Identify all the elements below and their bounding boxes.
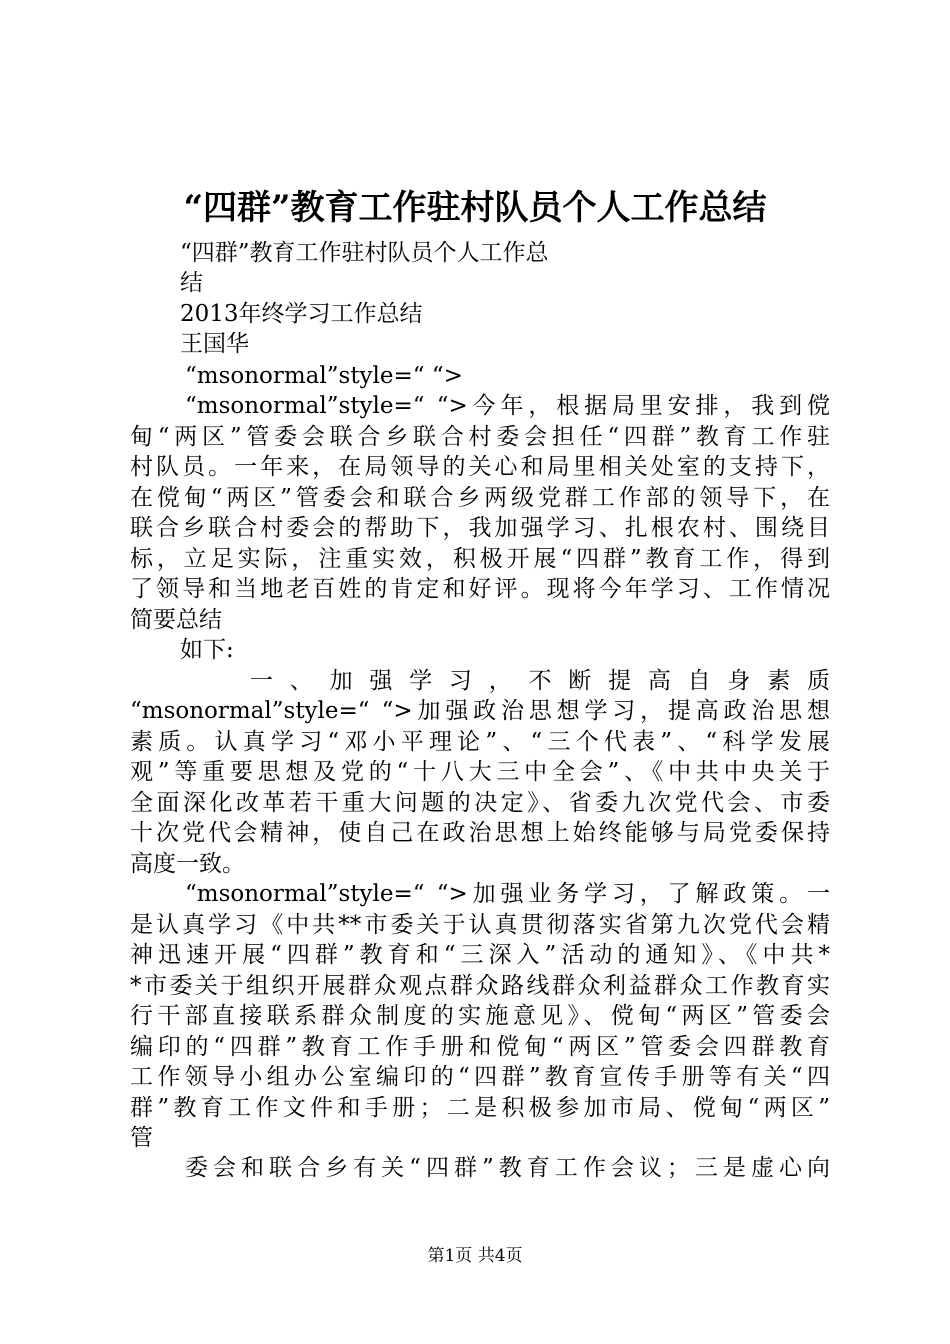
text-line: 简要总结 xyxy=(130,607,222,633)
section-heading: 一、加强学习，不断提高自身素质 xyxy=(250,668,830,694)
text-line: 甸“两区”管委会联合乡联合村委会担任“四群”教育工作驻 xyxy=(130,424,830,450)
text-line: 编印的“四群”教育工作手册和傥甸“两区”管委会四群教育 xyxy=(130,1034,830,1060)
text-line: 群”教育工作文件和手册；二是积极参加市局、傥甸“两区” xyxy=(130,1095,830,1121)
text-line: 管 xyxy=(130,1125,153,1151)
document-title: “四群”教育工作驻村队员个人工作总结 xyxy=(183,188,767,228)
text-line: 神迅速开展“四群”教育和“三深入”活动的通知》、《中共* xyxy=(130,942,830,968)
text-line: “msonormal”style=“ “>今年，根据局里安排，我到傥 xyxy=(185,393,830,419)
text-line: “msonormal”style=“ “> xyxy=(185,363,463,389)
text-line: 观”等重要思想及党的“十八大三中全会”、《中共中央关于 xyxy=(130,759,830,785)
text-line: “msonormal”style=“ “>加强业务学习，了解政策。一 xyxy=(185,881,830,907)
text-line: 行干部直接联系群众制度的实施意见》、傥甸“两区”管委会 xyxy=(130,1003,830,1029)
text-line: 2013年终学习工作总结 xyxy=(180,301,423,327)
text-line: 十次党代会精神，使自己在政治思想上始终能够与局党委保持 xyxy=(130,820,830,846)
text-line: 王国华 xyxy=(180,331,249,357)
text-line: 高度一致。 xyxy=(130,851,245,877)
text-line: 了领导和当地老百姓的肯定和好评。现将今年学习、工作情况 xyxy=(130,576,830,602)
text-line: 结 xyxy=(180,270,203,296)
text-line: *市委关于组织开展群众观点群众路线群众利益群众工作教育实 xyxy=(130,973,830,999)
text-line: 联合乡联合村委会的帮助下，我加强学习、扎根农村、围绕目 xyxy=(130,515,830,541)
text-line: 全面深化改革若干重大问题的决定》、省委九次党代会、市委 xyxy=(130,790,830,816)
text-line: 标，立足实际，注重实效，积极开展“四群”教育工作，得到 xyxy=(130,546,830,572)
text-line: 委会和联合乡有关“四群”教育工作会议；三是虚心向 xyxy=(185,1155,830,1181)
text-line: 素质。认真学习“邓小平理论”、“三个代表”、“科学发展 xyxy=(130,729,830,755)
text-line: 是认真学习《中共**市委关于认真贯彻落实省第九次党代会精 xyxy=(130,912,830,938)
text-line: “四群”教育工作驻村队员个人工作总 xyxy=(180,240,549,266)
text-line: 工作领导小组办公室编印的“四群”教育宣传手册等有关“四 xyxy=(130,1064,830,1090)
text-line: 在傥甸“两区”管委会和联合乡两级党群工作部的领导下，在 xyxy=(130,485,830,511)
text-line: 如下: xyxy=(180,637,234,663)
text-line: 村队员。一年来，在局领导的关心和局里相关处室的支持下， xyxy=(130,454,830,480)
page-footer: 第1页 共4页 xyxy=(427,1246,523,1266)
text-line: “msonormal”style=“ “>加强政治思想学习，提高政治思想 xyxy=(130,698,830,724)
